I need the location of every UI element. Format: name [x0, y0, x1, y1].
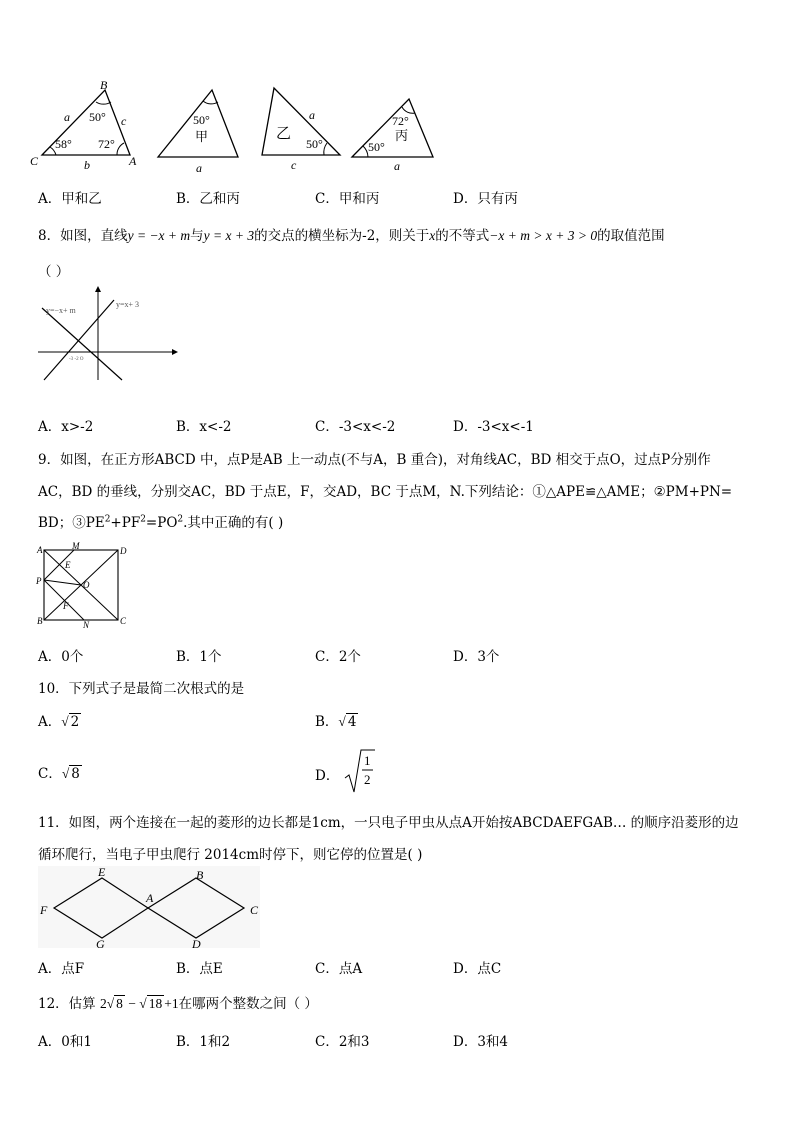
- q8-text-1: 8．如图，直线: [38, 228, 128, 244]
- yi-name: 乙: [276, 126, 292, 142]
- fig-M: M: [72, 542, 80, 551]
- bing-side: a: [394, 159, 400, 173]
- q12-option-c[interactable]: C．2和3: [315, 1034, 370, 1050]
- q9-sup-3: 2: [177, 514, 184, 525]
- q12-option-b[interactable]: B．1和2: [176, 1034, 231, 1050]
- fig-N: N: [83, 620, 90, 630]
- q8-eq2: y = x + 3: [203, 228, 255, 243]
- q10-option-b[interactable]: B．√ 4: [315, 714, 357, 730]
- q8-option-c[interactable]: C．-3<x<-2: [315, 419, 396, 435]
- yi-side-a: a: [309, 108, 315, 122]
- q7-triangle-yi: [262, 88, 340, 172]
- fig-D: D: [120, 546, 127, 556]
- q8-var-x: x: [429, 228, 436, 243]
- q9-line-2: AC，BD 的垂线，分别交AC，BD 于点E，F，交AD，BC 于点M，N.下列结论：①△APE≌△AME；②PM+PN=: [38, 484, 733, 500]
- fig-B: B: [37, 616, 43, 626]
- q8-eq1: y = −x + m: [127, 228, 191, 243]
- q10-stem: 10．下列式子是最简二次根式的是: [38, 681, 245, 697]
- q11-option-c[interactable]: C．点A: [315, 961, 363, 977]
- q11-line-2: 循环爬行，当电子甲虫爬行 2014cm时停下，则它停的位置是( ): [38, 847, 423, 863]
- q8-text-3: 的交点的横坐标为-2，则关于: [254, 228, 430, 244]
- label-B: B: [100, 78, 108, 92]
- q10-a-rad: 2: [70, 714, 80, 730]
- q10-d-label: D．: [315, 768, 340, 784]
- q12-option-d[interactable]: D．3和4: [453, 1034, 509, 1050]
- q10-b-label: B．: [315, 714, 339, 730]
- jia-name: 甲: [195, 129, 209, 144]
- q8-inequality: −x + m > x + 3 > 0: [489, 228, 598, 243]
- q9-line3-d: .其中正确的有( ): [183, 515, 284, 531]
- q7-triangle-bing: [352, 99, 433, 173]
- q9-line-3: [38, 511, 283, 531]
- q10-d-num: 1: [363, 753, 371, 768]
- q7-figures: [30, 75, 450, 175]
- fig-B: B: [196, 868, 204, 882]
- q12-coef: 2: [99, 996, 107, 1011]
- q11-option-a[interactable]: A．点F: [38, 961, 85, 977]
- q7-triangle-jia: [158, 90, 238, 175]
- fig-F: F: [40, 903, 48, 917]
- q9-option-d[interactable]: D．3个: [453, 649, 500, 665]
- side-a: a: [64, 110, 70, 124]
- fig-O: O: [83, 580, 90, 590]
- q11-figure: [36, 864, 262, 950]
- q7-option-d[interactable]: D．只有丙: [453, 191, 518, 207]
- q10-d-sqrt-fraction: [344, 748, 376, 794]
- fig-F: F: [63, 601, 69, 611]
- q10-option-c[interactable]: C．√ 8: [38, 766, 80, 782]
- label-C: C: [30, 154, 39, 168]
- jia-side: a: [196, 161, 202, 175]
- q9-line-1: 9．如图，在正方形ABCD 中，点P是AB 上一动点(不与A，B 重合)，对角线AC，BD 相交于点O，过点P分别作: [38, 452, 711, 468]
- angle-A: 72°: [98, 137, 115, 151]
- q10-c-label: C．: [38, 766, 62, 782]
- q9-figure: [34, 542, 130, 630]
- q8-option-b[interactable]: B．x<-2: [176, 419, 232, 435]
- yi-side-c: c: [291, 158, 297, 172]
- q9-sup-1: 2: [104, 514, 111, 525]
- q7-triangle-abc: [30, 78, 137, 172]
- q7-option-a[interactable]: A．甲和乙: [38, 191, 102, 207]
- fig-A: A: [146, 891, 154, 905]
- q12-stem: [38, 992, 318, 1012]
- q8-graph: [36, 286, 178, 382]
- graph-label-pos: y=x+ 3: [116, 300, 140, 309]
- q8-option-d[interactable]: D．-3<x<-1: [453, 419, 534, 435]
- graph-label-neg: y=−x+ m: [46, 306, 76, 315]
- q10-c-rad: 8: [71, 766, 80, 782]
- q9-option-c[interactable]: C．2个: [315, 649, 361, 665]
- q11-option-b[interactable]: B．点E: [176, 961, 223, 977]
- bing-top-angle: 72°: [392, 114, 409, 128]
- fig-G: G: [96, 937, 105, 950]
- side-b: b: [84, 158, 90, 172]
- q12-expression: 2√ 8 − √ 18 +1: [99, 996, 179, 1011]
- angle-B: 50°: [89, 110, 106, 124]
- q8-text-5: 的取值范围: [597, 228, 665, 244]
- graph-ticks: -3 -2 O: [69, 357, 84, 362]
- q12-text-2: 在哪两个整数之间（ ）: [178, 996, 318, 1012]
- q9-option-b[interactable]: B．1个: [176, 649, 222, 665]
- q12-text-1: 12．估算: [38, 996, 96, 1012]
- jia-angle: 50°: [193, 113, 210, 127]
- q9-option-a[interactable]: A．0个: [38, 649, 84, 665]
- q7-option-c[interactable]: C．甲和丙: [315, 191, 380, 207]
- q10-option-d[interactable]: [315, 748, 376, 794]
- q7-option-b[interactable]: B．乙和丙: [176, 191, 240, 207]
- label-A: A: [129, 154, 137, 168]
- q8-paren: （ ）: [38, 264, 70, 280]
- q11-option-d[interactable]: D．点C: [453, 961, 502, 977]
- q12-minus: −: [128, 996, 136, 1011]
- q10-b-rad: 4: [347, 714, 357, 730]
- fig-A: A: [37, 545, 43, 555]
- q8-text-4: 的不等式: [435, 228, 490, 244]
- q8-text-2: 与: [190, 228, 204, 244]
- side-c: c: [121, 114, 127, 128]
- q10-option-a[interactable]: A．√ 2: [38, 714, 80, 730]
- q12-rad1: 8: [116, 996, 123, 1011]
- q10-a-label: A．: [38, 714, 62, 730]
- fig-E: E: [98, 865, 106, 879]
- q8-option-a[interactable]: A．x>-2: [38, 419, 94, 435]
- fig-D: D: [192, 937, 201, 950]
- fig-P: P: [36, 576, 42, 586]
- fig-E: E: [65, 560, 71, 570]
- fig-C: C: [120, 616, 127, 626]
- q9-sup-2: 2: [140, 514, 146, 525]
- q12-plus1: +1: [164, 996, 179, 1011]
- q10-d-den: 2: [363, 772, 371, 787]
- angle-C: 58°: [55, 137, 72, 151]
- bing-name: 丙: [395, 128, 409, 143]
- q11-line-1: 11．如图，两个连接在一起的菱形的边长都是1cm，一只电子甲虫从点A开始按ABCDAEFGAB… 的顺序沿菱形的边: [38, 815, 739, 831]
- q9-line3-c: =PO: [145, 515, 178, 531]
- q8-stem: [38, 224, 665, 244]
- q9-line3-b: +PF: [110, 515, 141, 531]
- bing-left-angle: 50°: [368, 140, 385, 154]
- q12-option-a[interactable]: A．0和1: [38, 1034, 92, 1050]
- fig-C: C: [250, 903, 259, 917]
- q12-rad2: 18: [148, 996, 163, 1011]
- yi-angle: 50°: [306, 137, 323, 151]
- q9-line3-a: BD；③PE: [38, 515, 105, 531]
